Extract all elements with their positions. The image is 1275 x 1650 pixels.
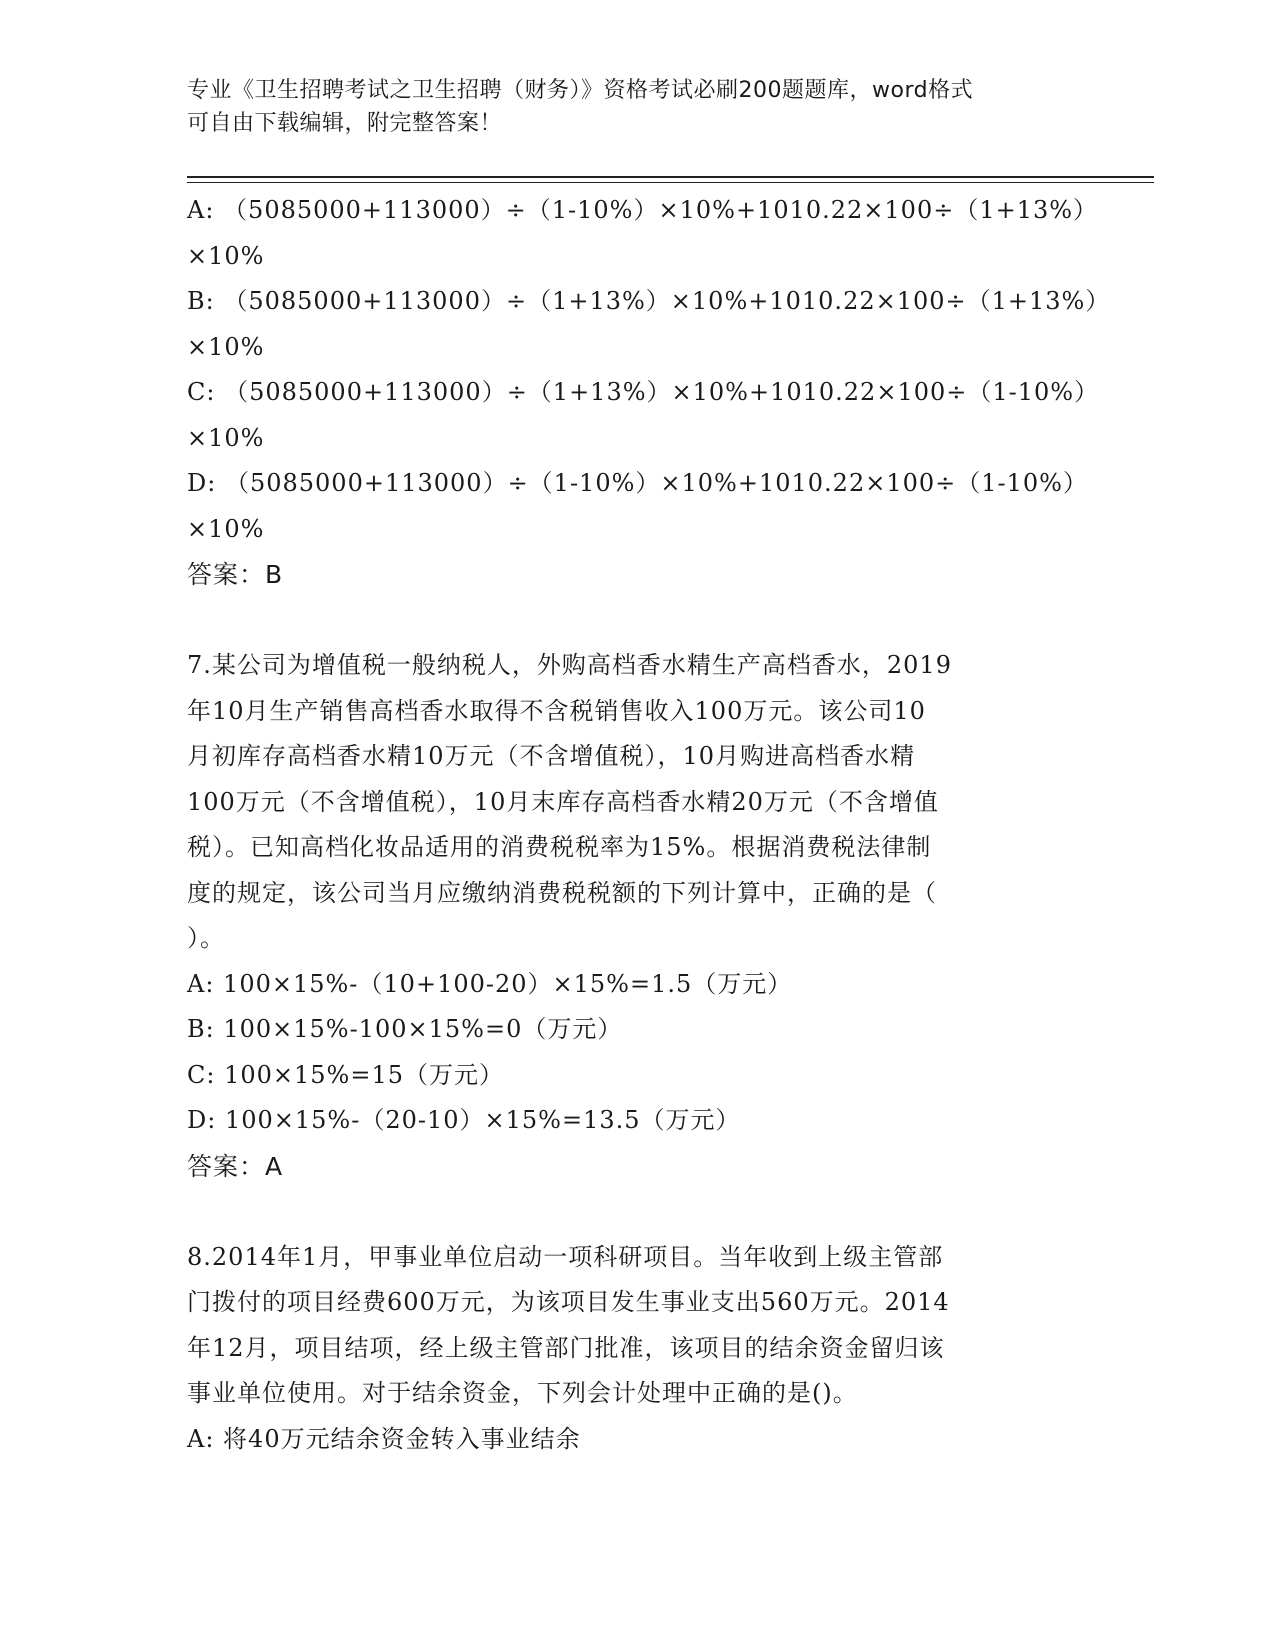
question-stem-line: 8.2014年1月，甲事业单位启动一项科研项目。当年收到上级主管部	[187, 1242, 944, 1271]
question-6-options	[187, 188, 1111, 598]
question-stem-line: 年12月，项目结项，经上级主管部门批准，该项目的结余资金留归该	[187, 1333, 945, 1362]
spacer	[187, 1189, 1077, 1235]
question-stem-line: 事业单位使用。对于结余资金，下列会计处理中正确的是()。	[187, 1379, 858, 1407]
header-line-2: 可自由下载编辑，附完整答案！	[187, 111, 503, 136]
question-stem-line: ）。	[187, 924, 225, 952]
header-line-1: 专业《卫生招聘考试之卫生招聘（财务）》资格考试必刷200题题库，word格式	[187, 78, 974, 103]
option-d: D: （5085000+113000）÷（1-10%）×10%+1010.22×100÷（1-10%）	[187, 469, 1088, 497]
question-stem-line: 门拨付的项目经费600万元，为该项目发生事业支出560万元。2014	[187, 1288, 950, 1316]
question-stem-line: 度的规定，该公司当月应缴纳消费税税额的下列计算中，正确的是（	[187, 878, 937, 907]
question-stem-line: 月初库存高档香水精10万元（不含增值税），10月购进高档香水精	[187, 742, 916, 770]
question-stem-line: 100万元（不含增值税），10月末库存高档香水精20万元（不含增值	[187, 787, 939, 816]
option-a: A: 将40万元结余资金转入事业结余	[187, 1424, 581, 1453]
page-header	[187, 74, 1067, 140]
option-b: B: （5085000+113000）÷（1+13%）×10%+1010.22×100÷（1+13%）	[187, 287, 1111, 315]
option-c: C: 100×15%=15（万元）	[187, 1060, 504, 1089]
answer: 答案：B	[187, 560, 284, 589]
option-d: D: 100×15%-（20-10）×15%=13.5（万元）	[187, 1106, 741, 1134]
header-divider-thin	[187, 182, 1154, 183]
question-stem-line: 税）。已知高档化妆品适用的消费税税率为15%。根据消费税法律制	[187, 833, 932, 861]
option-d-continued: ×10%	[187, 514, 265, 543]
answer: 答案：A	[187, 1151, 284, 1181]
option-b-continued: ×10%	[187, 332, 265, 361]
option-a: A: 100×15%-（10+100-20）×15%=1.5（万元）	[187, 969, 793, 998]
header-divider	[187, 176, 1154, 178]
spacer	[187, 598, 1077, 644]
question-stem-line: 7.某公司为增值税一般纳税人，外购高档香水精生产高档香水，2019	[187, 651, 952, 679]
question-stem-line: 年10月生产销售高档香水取得不含税销售收入100万元。该公司10	[187, 696, 926, 725]
question-7	[187, 643, 1077, 1189]
option-a-continued: ×10%	[187, 241, 265, 270]
option-a: A: （5085000+113000）÷（1-10%）×10%+1010.22×100÷（1+13%）	[187, 196, 1099, 224]
option-c: C: （5085000+113000）÷（1+13%）×10%+1010.22×100÷（1-10%）	[187, 378, 1100, 406]
question-8	[187, 1235, 1077, 1463]
option-b: B: 100×15%-100×15%=0（万元）	[187, 1015, 623, 1043]
option-c-continued: ×10%	[187, 423, 265, 452]
page-content	[187, 188, 1111, 1462]
